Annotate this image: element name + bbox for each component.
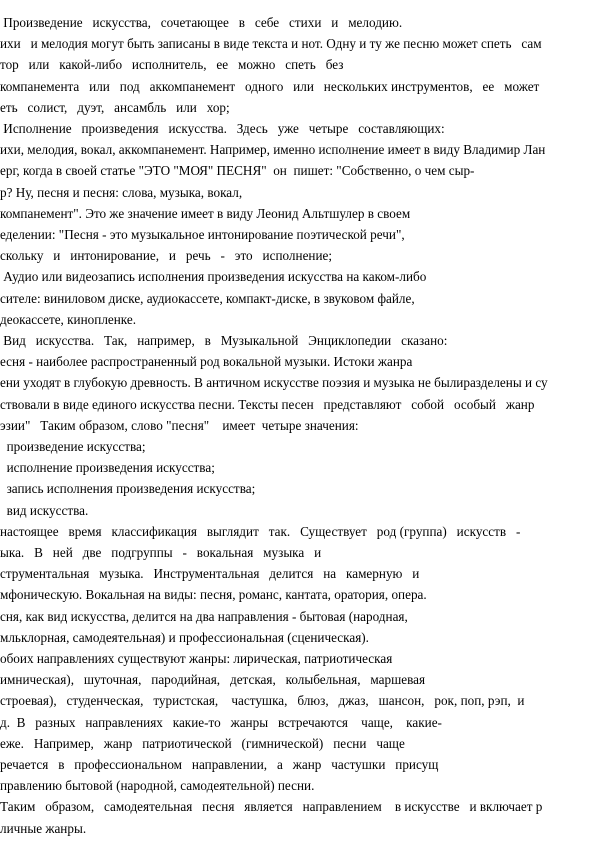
text-line: ствовали в виде единого искусства песни. Тексты песен представляют собой особый жанр bbox=[0, 396, 535, 412]
text-line: Аудио или видеозапись исполнения произведения искусства на каком-либо bbox=[0, 269, 427, 285]
text-line: ыка. В ней две подгруппы - вокальная музыка и bbox=[0, 545, 322, 560]
text-line: сня, как вид искусства, делится на два направления - бытовая (народная, bbox=[0, 608, 408, 624]
text-line: еделении: "Песня - это музыкальное интонирование поэтической речи", bbox=[0, 227, 405, 242]
text-line: компанемента или под аккомпанемент одного или нескольких инструментов, ее может bbox=[0, 78, 540, 94]
text-line: запись исполнения произведения искусства; bbox=[0, 481, 256, 497]
text-line: ени уходят в глубокую древность. В античном искусстве поэзия и музыка не былиразделены и су bbox=[0, 375, 548, 391]
text-line: еть солист, дуэт, ансамбль или хор; bbox=[0, 99, 230, 115]
text-line: вид искусства. bbox=[0, 502, 89, 518]
text-line: мльклорная, самодеятельная) и профессиональная (сценическая). bbox=[0, 629, 369, 645]
text-line: строевая), студенческая, туристская, частушка, блюз, джаз, шансон, рок, поп, рэп, и bbox=[0, 693, 525, 709]
text-line: есня - наиболее распространенный род вокальной музыки. Истоки жанра bbox=[0, 354, 413, 370]
text-line: обоих направлениях существуют жанры: лирическая, патриотическая bbox=[0, 651, 393, 666]
text-line: струментальная музыка. Инструментальная делится на камерную и bbox=[0, 566, 420, 582]
text-line: мфоническую. Вокальная на виды: песня, романс, кантата, оратория, опера. bbox=[0, 587, 427, 603]
text-line: речается в профессиональном направлении, а жанр частушки присущ bbox=[0, 757, 439, 772]
text-line: Вид искусства. Так, например, в Музыкальной Энциклопедии сказано: bbox=[0, 333, 448, 348]
text-line: исполнение произведения искусства; bbox=[0, 460, 215, 476]
text-line: скольку и интонирование, и речь - это исполнение; bbox=[0, 248, 333, 264]
text-line: еже. Например, жанр патриотической (гимнической) песни чаще bbox=[0, 735, 405, 751]
text-line: Таким образом, самодеятельная песня является направлением в искусстве и включает р bbox=[0, 799, 543, 815]
text-line: произведение искусства; bbox=[0, 439, 146, 454]
text-line: р? Ну, песня и песня: слова, музыка, вокал, bbox=[0, 184, 243, 200]
text-line: сителе: виниловом диске, аудиокассете, компакт-диске, в звуковом файле, bbox=[0, 290, 415, 306]
text-line: тор или какой-либо исполнитель, ее можно спеть без bbox=[0, 57, 344, 73]
text-line: деокассете, кинопленке. bbox=[0, 311, 137, 327]
text-line: ихи и мелодия могут быть записаны в виде текста и нот. Одну и ту же песню может спеть сам bbox=[0, 36, 542, 52]
text-line: ерг, когда в своей статье "ЭТО "МОЯ" ПЕСНЯ" он пишет: "Собственно, о чем сыр- bbox=[0, 163, 475, 179]
text-line: эзии" Таким образом, слово "песня" имеет четыре значения: bbox=[0, 417, 359, 433]
text-line: Исполнение произведения искусства. Здесь уже четыре составляющих: bbox=[0, 121, 445, 136]
text-line: имническая), шуточная, пародийная, детская, колыбельная, маршевая bbox=[0, 672, 426, 688]
text-line: компанемент". Это же значение имеет в виду Леонид Альтшулер в своем bbox=[0, 205, 411, 221]
text-line: правлению бытовой (народной, самодеятельной) песни. bbox=[0, 778, 315, 794]
text-line: личные жанры. bbox=[0, 820, 87, 836]
text-line: ихи, мелодия, вокал, аккомпанемент. Например, именно исполнение имеет в виду Владимир Лан bbox=[0, 142, 546, 158]
text-line: д. В разных направлениях какие-то жанры встречаются чаще, какие- bbox=[0, 714, 442, 730]
text-line: настоящее время классификация выглядит так. Существует род (группа) искусств - bbox=[0, 523, 521, 539]
text-line: Произведение искусства, сочетающее в себе стихи и мелодию. bbox=[0, 15, 403, 30]
